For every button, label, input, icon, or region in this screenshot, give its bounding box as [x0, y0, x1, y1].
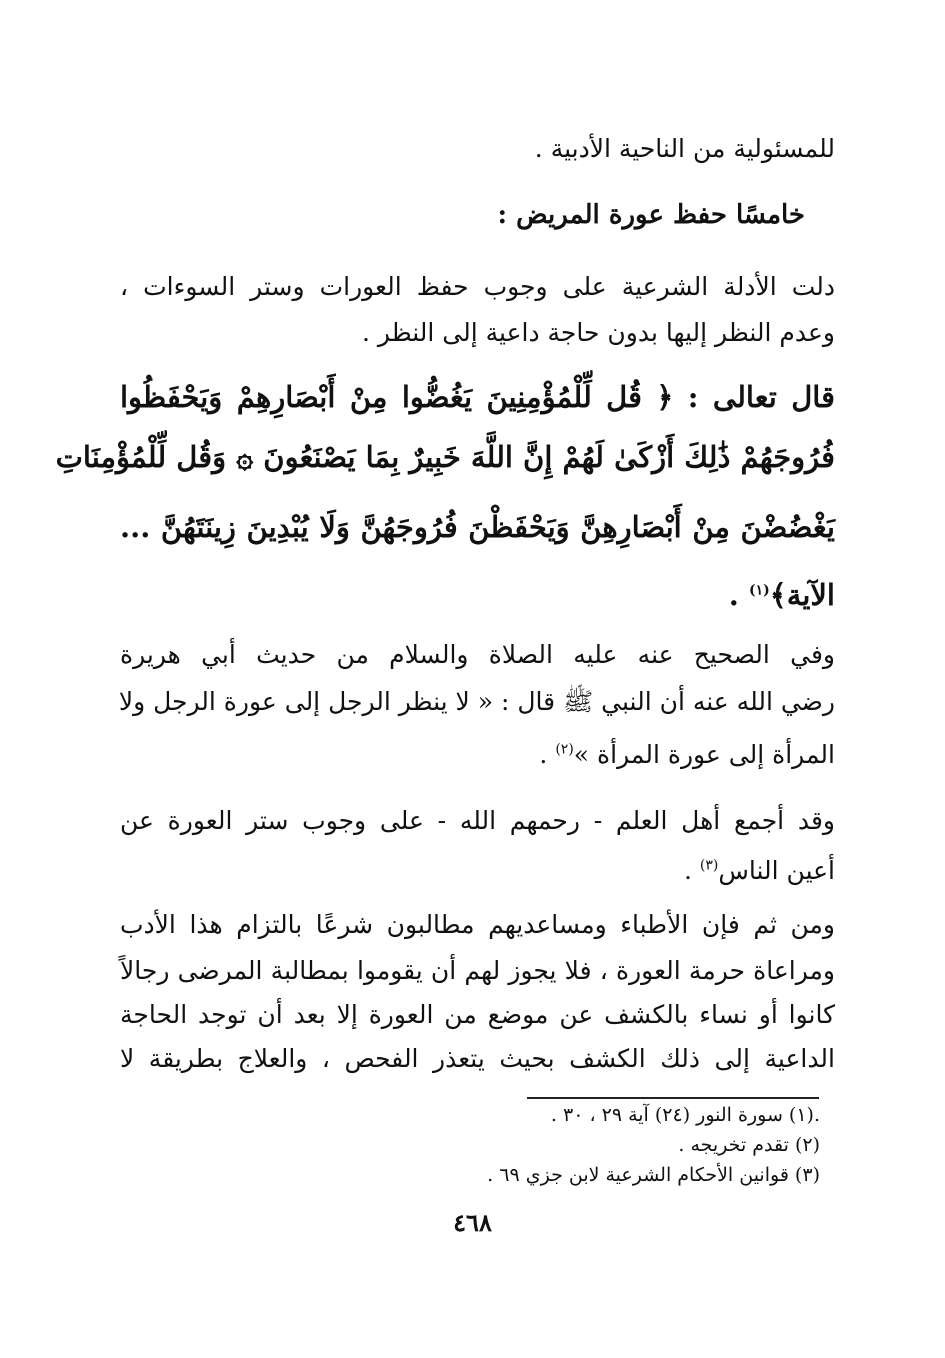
verse-end-text: الآية﴾ [769, 578, 835, 612]
footnote-ref: (٢) [555, 741, 574, 758]
footnote: (٣) قوانين الأحكام الشرعية لابن جزي ٦٩ . [487, 1164, 820, 1186]
punctuation: . [728, 578, 749, 612]
paragraph-line: ومراعاة حرمة العورة ، فلا يجوز لهم أن يقوموا بمطالبة المرضى رجالاً [120, 956, 835, 985]
footnote-ref: (١) [749, 582, 770, 599]
punctuation: . [683, 856, 700, 885]
footnote: .(١) سورة النور (٢٤) آية ٢٩ ، ٣٠ . [550, 1104, 820, 1126]
paragraph-line [539, 740, 835, 769]
section-heading: خامسًا حفظ عورة المريض : [497, 200, 805, 230]
paragraph-line: رضي الله عنه أن النبي ﷺ قال : « لا ينظر الرجل إلى عورة الرجل ولا [118, 687, 835, 716]
paragraph-line: وعدم النظر إليها بدون حاجة داعية إلى النظر . [362, 318, 835, 347]
hadith-text: المرأة إلى عورة المرأة » [573, 740, 835, 769]
paragraph-line: وفي الصحيح عنه عليه الصلاة والسلام من حديث أبي هريرة [120, 640, 835, 669]
footnote-separator [527, 1097, 819, 1099]
footnote-ref: (٣) [699, 857, 719, 874]
quran-verse-line: يَغْضُضْنَ مِنْ أَبْصَارِهِنَّ وَيَحْفَظْنَ فُرُوجَهُنَّ وَلَا يُبْدِينَ زِينَتَهُنَّ ... [120, 510, 835, 544]
text-line: للمسئولية من الناحية الأدبية . [534, 134, 835, 163]
paragraph-line [684, 856, 835, 885]
page-number: ٤٦٨ [453, 1208, 492, 1237]
paragraph-line: ومن ثم فإن الأطباء ومساعديهم مطالبون شرعًا بالتزام هذا الأدب [120, 910, 835, 939]
paragraph-line: الداعية إلى ذلك الكشف بحيث يتعذر الفحص ، والعلاج بطريقة لا [120, 1044, 835, 1073]
paragraph-line: وقد أجمع أهل العلم - رحمهم الله - على وجوب ستر العورة عن [120, 806, 835, 835]
punctuation: . [539, 740, 556, 769]
quran-verse-line [729, 578, 835, 612]
paragraph-line: كانوا أو نساء بالكشف عن موضع من العورة إلا بعد أن توجد الحاجة [120, 1000, 835, 1029]
footnote: (٢) تقدم تخريجه . [678, 1134, 820, 1156]
quran-verse-line: فُرُوجَهُمْ ذَٰلِكَ أَزْكَىٰ لَهُمْ إِنَّ اللَّهَ خَبِيرٌ بِمَا يَصْنَعُونَ ۞ وَقُل لِّلْمُؤْمِنَاتِ [55, 440, 835, 474]
quran-verse-line: قال تعالى : ﴿ قُل لِّلْمُؤْمِنِينَ يَغُضُّوا مِنْ أَبْصَارِهِمْ وَيَحْفَظُوا [120, 380, 835, 414]
paragraph-text: أعين الناس [718, 856, 835, 885]
paragraph-line: دلت الأدلة الشرعية على وجوب حفظ العورات وستر السوءات ، [120, 272, 835, 301]
